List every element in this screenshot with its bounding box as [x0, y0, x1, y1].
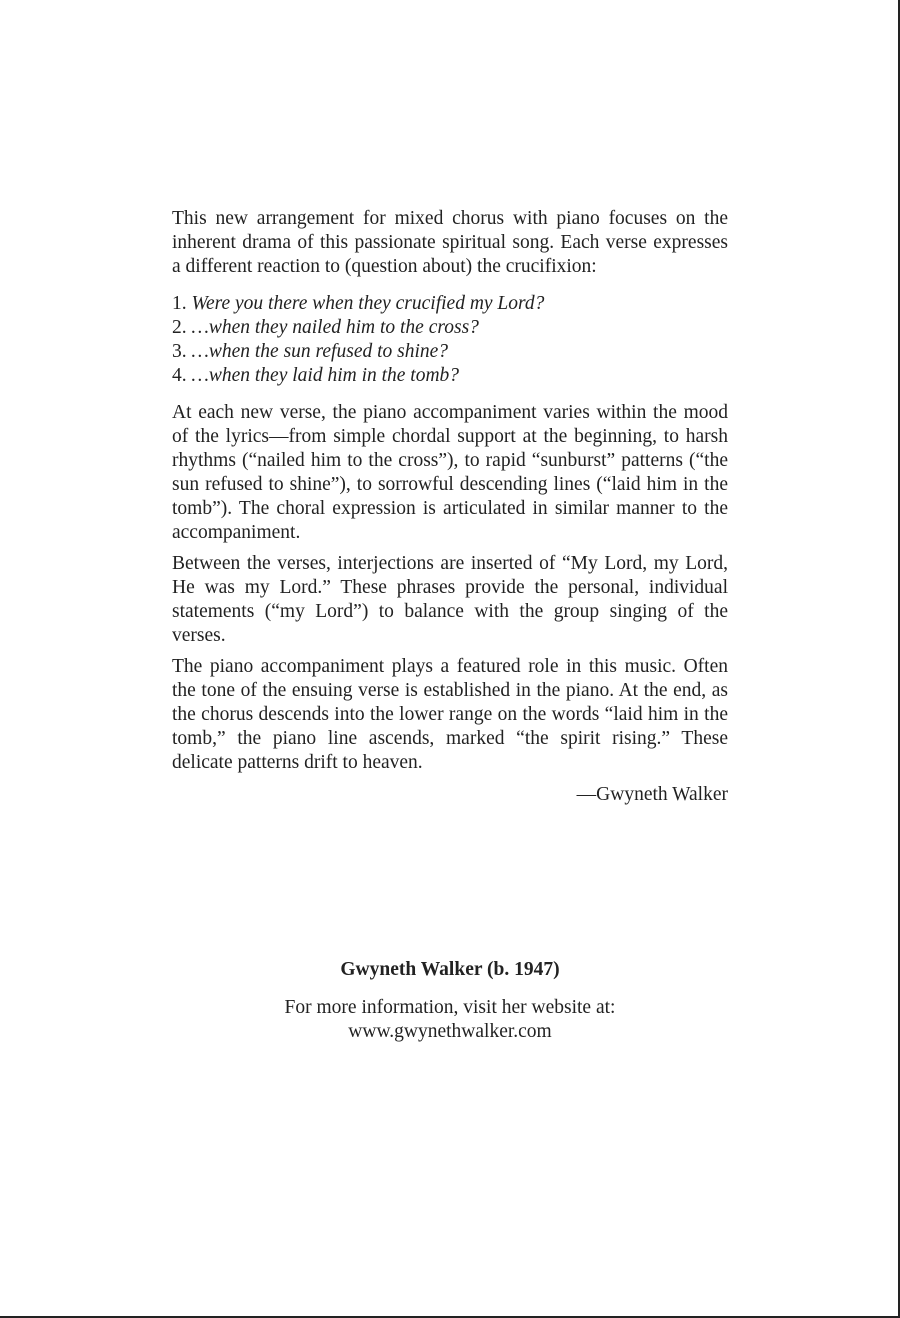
verse-number: 4.: [172, 365, 192, 386]
program-notes: [172, 207, 728, 807]
verse-item: [172, 316, 728, 340]
composer-name: Gwyneth Walker (b. 1947): [340, 959, 560, 980]
verse-text: Were you there when they crucified my Lord?: [191, 293, 545, 314]
verse-item: [172, 340, 728, 364]
verse-number: 2.: [172, 317, 192, 338]
verse-item: [172, 364, 728, 388]
verse-text: …when the sun refused to shine?: [191, 341, 449, 362]
verse-list: [172, 292, 728, 388]
website-url: www.gwynethwalker.com: [348, 1021, 552, 1042]
accompaniment-paragraph: At each new verse, the piano accompaniment varies within the mood of the lyrics—from simple chordal support at the beginning, to harsh rhythms (“nailed him to the cross”), to rapid “sunburst” patterns (“the sun refused to shine”), to sorrowful descending lines (“laid him in the tomb”). The choral expression is articulated in similar manner to the accompaniment.: [172, 402, 728, 543]
interjections-paragraph: Between the verses, interjections are inserted of “My Lord, my Lord, He was my Lord.” These phrases provide the personal, individual statements (“my Lord”) to balance with the group singing of the verses.: [172, 553, 728, 646]
verse-text: …when they nailed him to the cross?: [191, 317, 479, 338]
website-prompt: For more information, visit her website at:: [284, 997, 616, 1018]
verse-number: 1.: [172, 293, 192, 314]
verse-number: 3.: [172, 341, 192, 362]
author-signature: —Gwyneth Walker: [576, 784, 728, 805]
verse-item: [172, 292, 728, 316]
intro-paragraph: This new arrangement for mixed chorus with piano focuses on the inherent drama of this passionate spiritual song. Each verse expresses a different reaction to (question about) the crucifixion:: [172, 208, 728, 277]
verse-text: …when they laid him in the tomb?: [191, 365, 460, 386]
composer-bio: [0, 958, 900, 1044]
piano-role-paragraph: The piano accompaniment plays a featured role in this music. Often the tone of the ensuing verse is established in the piano. At the end, as the chorus descends into the lower range on the words “laid him in the tomb,” the piano line ascends, marked “the spirit rising.” These delicate patterns drift to heaven.: [172, 656, 728, 773]
